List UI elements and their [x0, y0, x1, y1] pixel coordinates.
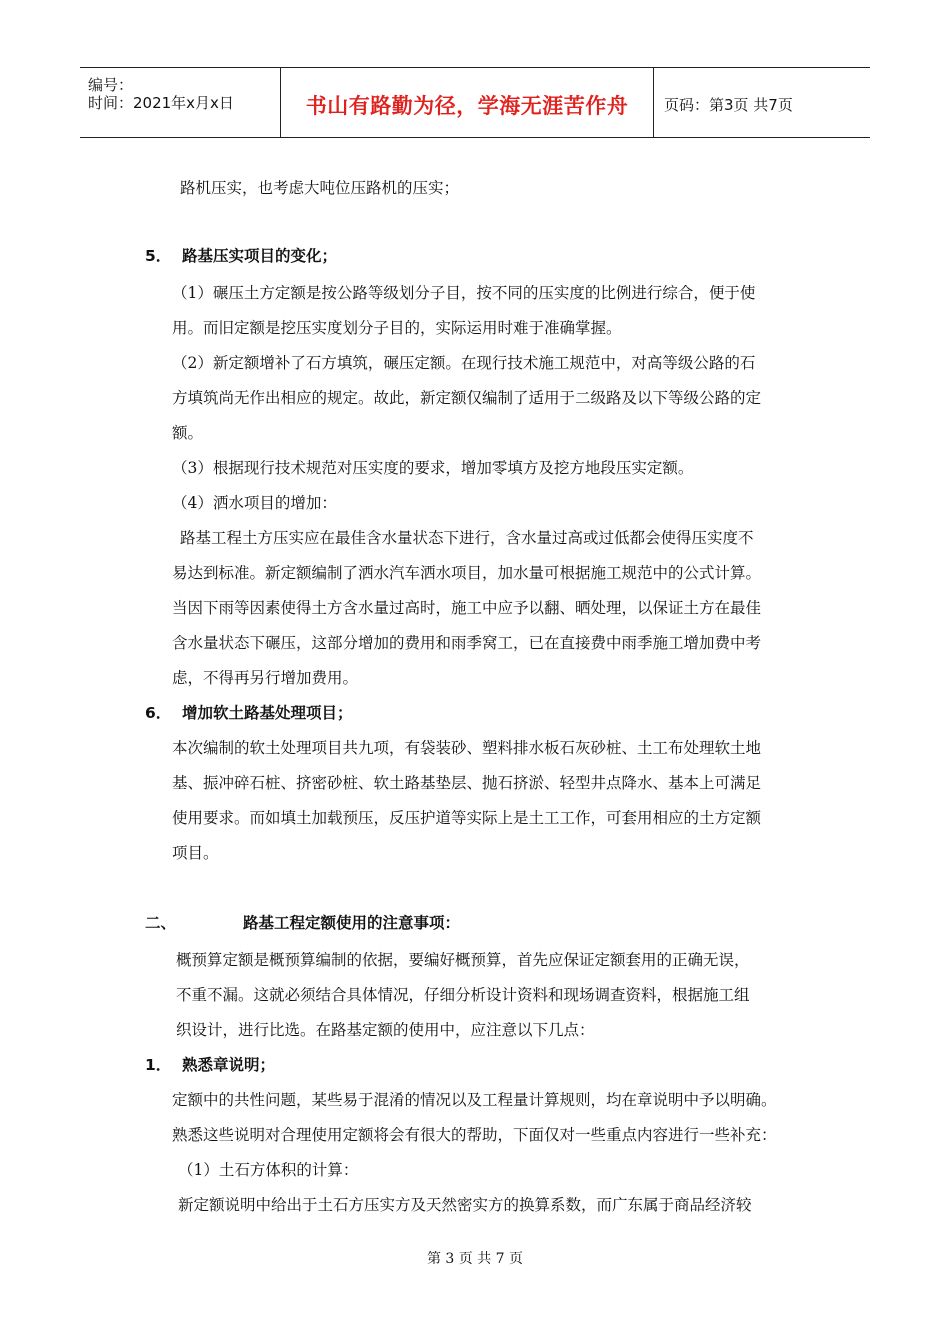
text-line: 路基工程土方压实应在最佳含水量状态下进行，含水量过高或过低都会使得压实度不	[180, 529, 754, 547]
text-line: （1）碾压土方定额是按公路等级划分子目，按不同的压实度的比例进行综合，便于使	[172, 284, 756, 302]
header-page-cell	[654, 68, 870, 137]
text-line: 项目。	[172, 844, 219, 862]
page-header	[80, 67, 870, 138]
text-line: 路机压实，也考虑大吨位压路机的压实；	[180, 179, 460, 197]
section-heading: 路基工程定额使用的注意事项：	[243, 914, 461, 932]
page-footer: 第 3 页 共 7 页	[426, 1251, 524, 1267]
text-line: 额。	[172, 424, 204, 442]
section-heading: 增加软土路基处理项目；	[182, 704, 353, 722]
heading-number: 6．	[145, 704, 172, 722]
text-line: （3）根据现行技术规范对压实度的要求，增加零填方及挖方地段压实定额。	[172, 459, 694, 477]
heading-number: 1．	[145, 1056, 172, 1074]
header-info-cell	[80, 68, 280, 137]
text-line: （4）洒水项目的增加：	[172, 494, 337, 512]
text-line: （1）土石方体积的计算：	[178, 1161, 359, 1179]
text-line: 方填筑尚无作出相应的规定。故此，新定额仅编制了适用于二级路及以下等级公路的定	[172, 389, 762, 407]
text-line: 含水量状态下碾压，这部分增加的费用和雨季窝工，已在直接费中雨季施工增加费中考	[172, 634, 762, 652]
heading-number: 5．	[145, 247, 172, 265]
text-line: 用。而旧定额是挖压实度划分子目的，实际运用时难于准确掌握。	[172, 319, 622, 337]
heading-number: 二、	[145, 914, 177, 932]
text-line: 熟悉这些说明对合理使用定额将会有很大的帮助，下面仅对一些重点内容进行一些补充：	[172, 1126, 777, 1144]
section-heading: 熟悉章说明；	[182, 1056, 276, 1074]
text-line: 使用要求。而如填土加载预压，反压护道等实际上是土工工作，可套用相应的土方定额	[172, 809, 762, 827]
text-line: 当因下雨等因素使得土方含水量过高时，施工中应予以翻、晒处理，以保证土方在最佳	[172, 599, 762, 617]
doc-number-label: 编号：	[88, 76, 134, 94]
text-line: 概预算定额是概预算编制的依据，要编好概预算，首先应保证定额套用的正确无误，	[176, 951, 750, 969]
text-line: 织设计，进行比选。在路基定额的使用中，应注意以下几点：	[176, 1021, 595, 1039]
text-line: 本次编制的软土处理项目共九项，有袋装砂、塑料排水板石灰砂桩、土工布处理软土地	[172, 739, 762, 757]
header-motto-cell	[280, 68, 654, 137]
motto-text: 书山有路勤为径，学海无涯苦作舟	[305, 94, 629, 118]
section-heading: 路基压实项目的变化；	[182, 247, 338, 265]
text-line: （2）新定额增补了石方填筑，碾压定额。在现行技术施工规范中，对高等级公路的石	[172, 354, 756, 372]
doc-time-label: 时间：2021年x月x日	[88, 94, 234, 112]
text-line: 虑，不得再另行增加费用。	[172, 669, 359, 687]
text-line: 定额中的共性问题，某些易于混淆的情况以及工程量计算规则，均在章说明中予以明确。	[172, 1091, 777, 1109]
text-line: 基、振冲碎石桩、挤密砂桩、软土路基垫层、抛石挤淤、轻型井点降水、基本上可满足	[172, 774, 762, 792]
text-line: 新定额说明中给出于土石方压实方及天然密实方的换算系数，而广东属于商品经济较	[178, 1196, 752, 1214]
page-code: 页码：第3页 共7页	[664, 96, 793, 114]
text-line: 易达到标准。新定额编制了洒水汽车洒水项目，加水量可根据施工规范中的公式计算。	[172, 564, 762, 582]
text-line: 不重不漏。这就必须结合具体情况，仔细分析设计资料和现场调查资料，根据施工组	[176, 986, 750, 1004]
